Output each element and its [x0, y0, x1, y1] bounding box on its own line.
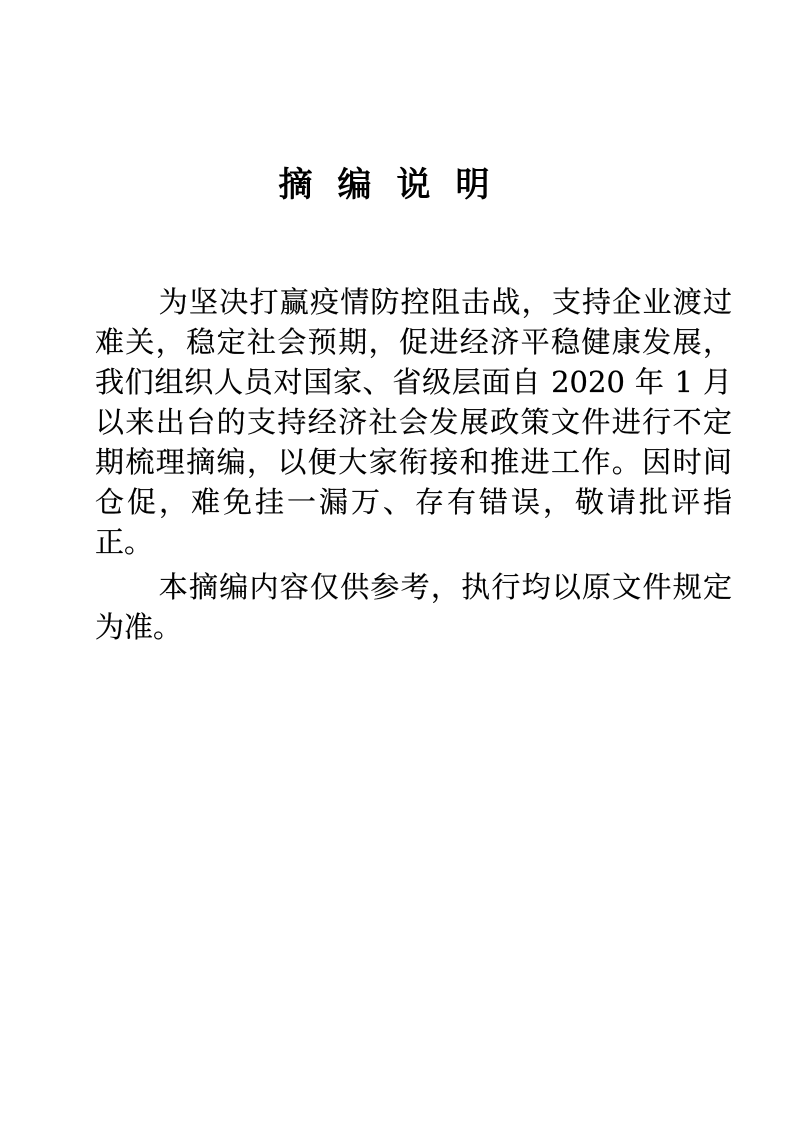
paragraph-intro: 为坚决打赢疫情防控阻击战，支持企业渡过难关，稳定社会预期，促进经济平稳健康发展，我们组织人员对国家、省级层面自 2020 年 1 月以来出台的支持经济社会发展政策文件进行不定期梳理摘编，以便大家衔接和推进工作。因时间仓促，难免挂一漏万、存有错误，敬请批评指正。 — [95, 285, 732, 559]
paragraph-disclaimer: 本摘编内容仅供参考，执行均以原文件规定为准。 — [95, 570, 732, 644]
document-body — [95, 282, 732, 647]
page-title: 摘编说明 — [278, 165, 515, 205]
